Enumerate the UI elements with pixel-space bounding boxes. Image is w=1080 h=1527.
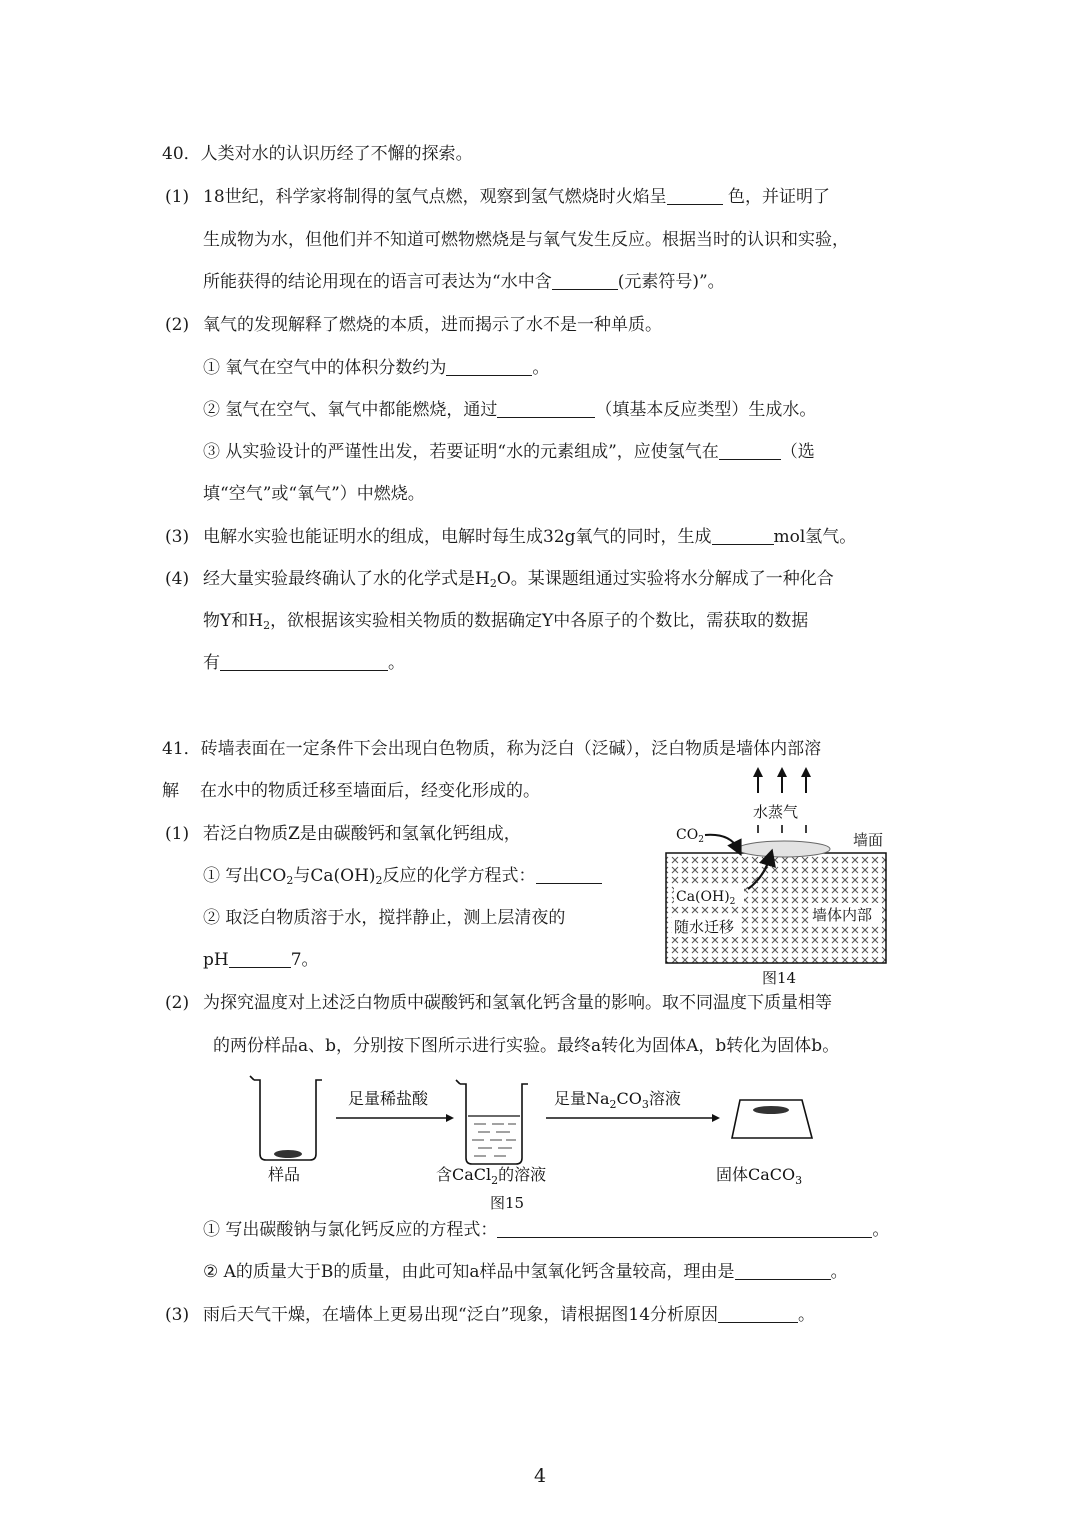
beaker-cacl2 bbox=[456, 1080, 528, 1164]
q40-1-line1: 18世纪，科学家将制得的氢气点燃，观察到氢气燃烧时火焰呈 色，并证明了 bbox=[203, 187, 831, 207]
q40-1-number: (1) bbox=[165, 187, 190, 207]
q41-1-sub1: ① 写出$CO_2$与$Ca(OH)_2$反应的化学方程式： bbox=[203, 864, 602, 888]
whitening-deposit bbox=[738, 841, 830, 857]
q40-3-number: (3) bbox=[165, 527, 190, 547]
fig14-caoh2-label: $Ca(OH)_2$ bbox=[676, 889, 736, 907]
q41-2-line1: 为探究温度对上述泛白物质中碳酸钙和氢氧化钙含量的影响。取不同温度下质量相等 bbox=[203, 993, 832, 1013]
q40-4-line2: 物Y和$H_2$，欲根据该实验相关物质的数据确定Y中各原子的个数比，需获取的数据 bbox=[203, 611, 809, 632]
q41-1-number: (1) bbox=[165, 824, 190, 844]
fig15-cacl2-label: 含CaCl$_2$的溶液 bbox=[436, 1165, 547, 1187]
fig15-acid-label: 足量稀盐酸 bbox=[348, 1089, 429, 1108]
q40-4-number: (4) bbox=[165, 569, 190, 589]
fig15-sample-label: 样品 bbox=[268, 1165, 301, 1184]
figure-15 bbox=[240, 1072, 840, 1217]
answer-blank[interactable] bbox=[712, 526, 774, 545]
q40-2-line1: 氧气的发现解释了燃烧的本质，进而揭示了水不是一种单质。 bbox=[203, 315, 662, 335]
fig14-wall-surface-label: 墙面 bbox=[853, 831, 884, 849]
q40-3-line: 电解水实验也能证明水的组成，电解时每生成32g氧气的同时，生成 mol氢气。 bbox=[203, 527, 857, 547]
fig14-inside-label: 墙体内部 bbox=[812, 906, 873, 924]
answer-blank[interactable] bbox=[718, 1304, 798, 1323]
fig14-caption: 图14 bbox=[762, 969, 797, 987]
q41-1-sub3: pH 7。 bbox=[203, 950, 319, 970]
q40-2-sub3-cont: 填“空气”或“氧气”）中燃烧。 bbox=[203, 484, 425, 504]
fig14-vapor-label: 水蒸气 bbox=[753, 803, 799, 821]
q40-2-sub1: ① 氧气在空气中的体积分数约为 。 bbox=[203, 358, 550, 378]
fig15-na2co3-label: 足量$Na_2CO_3$溶液 bbox=[554, 1089, 681, 1111]
q41-2-number: (2) bbox=[165, 993, 190, 1013]
answer-blank[interactable] bbox=[536, 865, 602, 884]
answer-blank[interactable] bbox=[735, 1261, 831, 1280]
answer-blank[interactable] bbox=[229, 949, 291, 968]
fig15-solid-label: 固体CaCO$_3$ bbox=[716, 1165, 803, 1187]
q40-title: 40．人类对水的认识历经了不懈的探索。 bbox=[162, 144, 473, 164]
q41-3-number: (3) bbox=[165, 1305, 190, 1325]
q40-2-sub3: ③ 从实验设计的严谨性出发，若要证明“水的元素组成”，应使氢气在 （选 bbox=[203, 442, 815, 462]
fig14-migrate-label: 随水迁移 bbox=[674, 918, 735, 936]
vapor-arrows bbox=[753, 767, 811, 793]
page-number: 4 bbox=[533, 1465, 547, 1487]
answer-blank[interactable] bbox=[552, 271, 618, 290]
q41-1-sub2: ② 取泛白物质溶于水，搅拌静止，测上层清夜的 bbox=[203, 908, 566, 928]
q40-4-line3: 有 。 bbox=[203, 653, 405, 673]
q40-1-line2: 生成物为水，但他们并不知道可燃物燃烧是与氧气发生反应。根据当时的认识和实验， bbox=[203, 230, 849, 250]
q41-3-line: 雨后天气干燥，在墙体上更易出现“泛白”现象，请根据图14分析原因 。 bbox=[203, 1305, 816, 1325]
solid-caco3 bbox=[732, 1100, 812, 1138]
answer-blank[interactable] bbox=[497, 1219, 872, 1238]
answer-blank[interactable] bbox=[446, 357, 532, 376]
q41-title: 41．砖墙表面在一定条件下会出现白色物质，称为泛白（泛碱），泛白物质是墙体内部溶 bbox=[162, 739, 822, 759]
q41-2-sub1: ① 写出碳酸钠与氯化钙反应的方程式： 。 bbox=[203, 1220, 890, 1240]
q40-4-line1: 经大量实验最终确认了水的化学式是$H_2O$。某课题组通过实验将水分解成了一种化合 bbox=[203, 569, 834, 590]
fig15-caption: 图15 bbox=[490, 1194, 525, 1212]
q41-2-sub2: ② A的质量大于B的质量，由此可知a样品中氢氧化钙含量较高，理由是 。 bbox=[203, 1262, 848, 1282]
answer-blank[interactable] bbox=[497, 399, 595, 418]
q40-1-line3: 所能获得的结论用现在的语言可表达为“水中含 (元素符号)”。 bbox=[203, 272, 725, 292]
fig14-co2-label: $CO_2$ bbox=[676, 827, 704, 845]
beaker-sample bbox=[250, 1076, 322, 1160]
q40-2-sub2: ② 氢气在空气、氧气中都能燃烧，通过 （填基本反应类型）生成水。 bbox=[203, 400, 817, 420]
answer-blank[interactable] bbox=[719, 441, 781, 460]
answer-blank[interactable] bbox=[220, 652, 388, 671]
answer-blank[interactable] bbox=[667, 186, 723, 205]
q41-2-line2: 的两份样品a、b，分别按下图所示进行实验。最终a转化为固体A，b转化为固体b。 bbox=[213, 1036, 840, 1056]
figure-14 bbox=[660, 765, 900, 990]
q41-1-line1: 若泛白物质Z是由碳酸钙和氢氧化钙组成， bbox=[203, 824, 521, 844]
q41-title-cont: 解 在水中的物质迁移至墙面后，经变化形成的。 bbox=[162, 781, 540, 801]
q40-2-number: (2) bbox=[165, 315, 190, 335]
